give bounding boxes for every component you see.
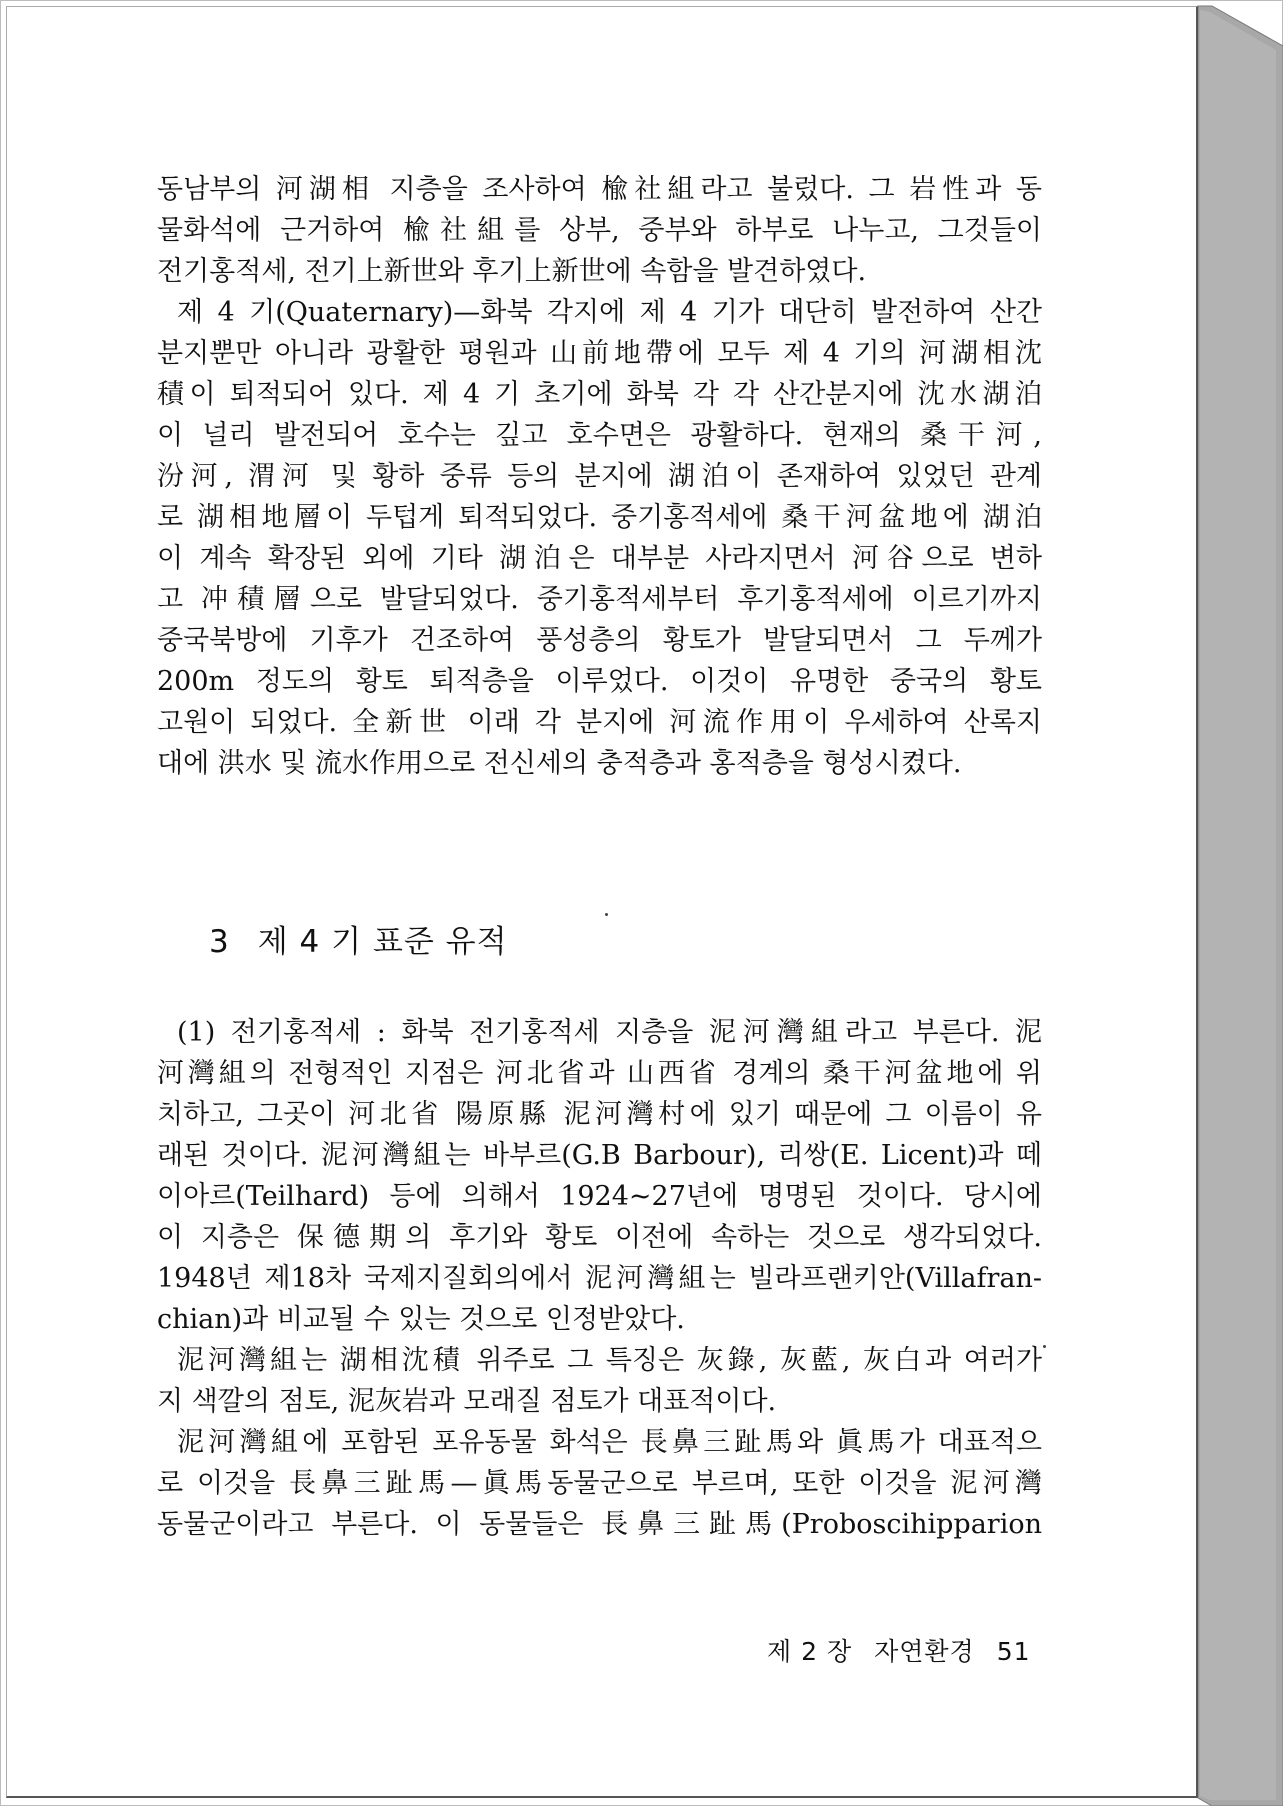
text-line: 이아르(Teilhard) 등에 의해서 1924~27년에 명명된 것이다. 당시에 xyxy=(157,1181,1042,1212)
text-line: 지 색깔의 점토, 泥灰岩과 모래질 점토가 대표적이다. xyxy=(157,1386,777,1417)
text-line: 전기홍적세, 전기上新世와 후기上新世에 속함을 발견하였다. xyxy=(157,256,867,287)
text-line: 汾河, 渭河 및 황하 중류 등의 분지에 湖泊이 존재하여 있었던 관계 xyxy=(157,461,1042,492)
text-line: 동물군이라고 부른다. 이 동물들은 長鼻三趾馬(Proboscihipparion xyxy=(157,1509,1042,1540)
text-line: 泥河灣組에 포함된 포유동물 화석은 長鼻三趾馬와 眞馬가 대표적으 xyxy=(177,1427,1042,1458)
body-text-bottom xyxy=(157,1012,1042,1545)
text-line: (1) 전기홍적세 : 화북 전기홍적세 지층을 泥河灣組라고 부른다. 泥 xyxy=(177,1017,1042,1048)
section-heading xyxy=(209,922,508,962)
text-line: 분지뿐만 아니라 광활한 평원과 山前地帶에 모두 제 4 기의 河湖相沈 xyxy=(157,338,1042,369)
text-line: 고 冲積層으로 발달되었다. 중기홍적세부터 후기홍적세에 이르기까지 xyxy=(157,584,1042,615)
text-line: 200m 정도의 황토 퇴적층을 이루었다. 이것이 유명한 중국의 황토 xyxy=(157,666,1042,697)
section-title: 제 4 기 표준 유적 xyxy=(257,924,508,960)
text-line: 이 지층은 保德期의 후기와 황토 이전에 속하는 것으로 생각되었다. xyxy=(157,1222,1042,1253)
text-line: 물화석에 근거하여 楡社組를 상부, 중부와 하부로 나누고, 그것들이 xyxy=(157,215,1042,246)
text-line: chian)과 비교될 수 있는 것으로 인정받았다. xyxy=(157,1304,685,1335)
footer-chapter: 제 2 장 xyxy=(767,1637,853,1666)
text-line: 제 4 기(Quaternary)—화북 각지에 제 4 기가 대단히 발전하여 산간 xyxy=(177,297,1042,328)
text-line: 고원이 되었다. 全新世 이래 각 분지에 河流作用이 우세하여 산록지 xyxy=(157,707,1042,738)
page-footer xyxy=(767,1635,1031,1669)
text-line: 치하고, 그곳이 河北省 陽原縣 泥河灣村에 있기 때문에 그 이름이 유 xyxy=(157,1099,1042,1130)
text-line: 이 널리 발전되어 호수는 깊고 호수면은 광활하다. 현재의 桑干河, xyxy=(157,420,1042,451)
footer-title: 자연환경 xyxy=(874,1637,975,1666)
text-line: 로 湖相地層이 두텁게 퇴적되었다. 중기홍적세에 桑干河盆地에 湖泊 xyxy=(157,502,1042,533)
text-line: 중국북방에 기후가 건조하여 풍성층의 황토가 발달되면서 그 두께가 xyxy=(157,625,1042,656)
page-number: 51 xyxy=(996,1637,1031,1666)
text-line: 積이 퇴적되어 있다. 제 4 기 초기에 화북 각 각 산간분지에 沈水湖泊 xyxy=(157,379,1042,410)
scan-speck xyxy=(1043,1345,1046,1348)
text-line: 동남부의 河湖相 지층을 조사하여 楡社組라고 불렀다. 그 岩性과 동 xyxy=(157,174,1042,205)
text-line: 대에 洪水 및 流水作用으로 전신세의 충적층과 홍적층을 형성시켰다. xyxy=(157,748,962,779)
scan-speck xyxy=(605,913,608,916)
body-text-top xyxy=(157,169,1042,784)
text-line: 래된 것이다. 泥河灣組는 바부르(G.B Barbour), 리쌍(E. Licent)과 떼 xyxy=(157,1140,1042,1171)
text-line: 泥河灣組는 湖相沈積 위주로 그 특징은 灰錄, 灰藍, 灰白과 여러가 xyxy=(177,1345,1042,1376)
text-line: 이 계속 확장된 외에 기타 湖泊은 대부분 사라지면서 河谷으로 변하 xyxy=(157,543,1042,574)
text-line: 로 이것을 長鼻三趾馬—眞馬동물군으로 부르며, 또한 이것을 泥河灣 xyxy=(157,1468,1042,1499)
text-line: 1948년 제18차 국제지질회의에서 泥河灣組는 빌라프랜키안(Villafran- xyxy=(157,1263,1042,1294)
text-line: 河灣組의 전형적인 지점은 河北省과 山西省 경계의 桑干河盆地에 위 xyxy=(157,1058,1042,1089)
book-page xyxy=(6,6,1198,1798)
section-number: 3 xyxy=(209,924,230,960)
